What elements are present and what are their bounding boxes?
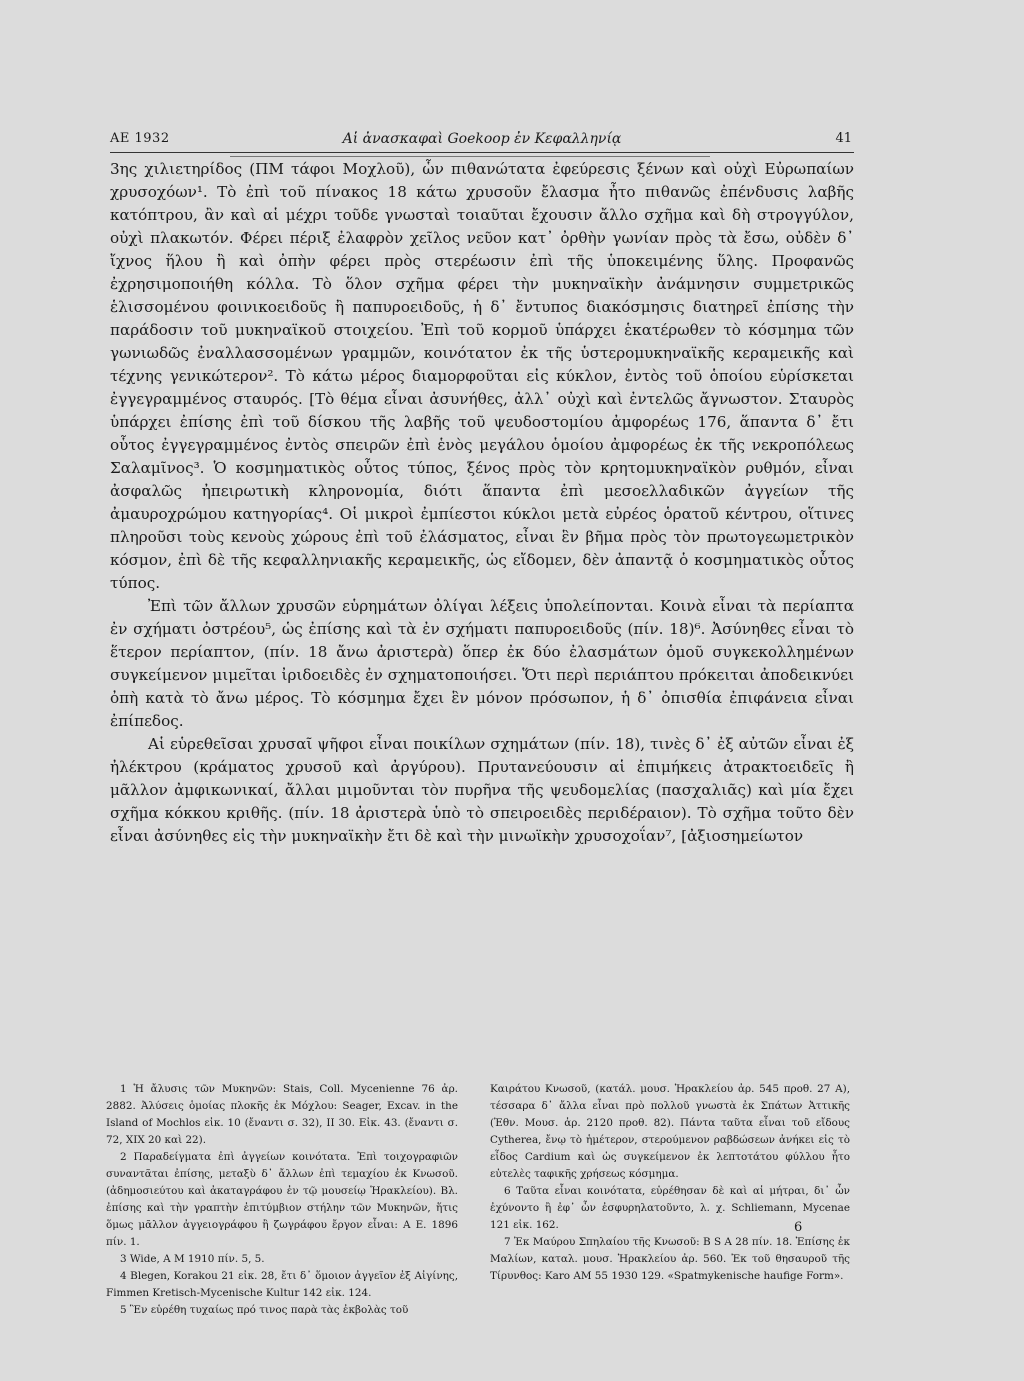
paragraph-2: Ἐπὶ τῶν ἄλλων χρυσῶν εὑρημάτων ὀλίγαι λέξεις ὑπολείπονται. Κοινὰ εἶναι τὰ περίαπτα ἐν σχήματι ὀστρέου⁵, ὡς ἐπίσης καὶ τὰ ἐν σχήματι παπυροειδοῦς (πίν. 18)⁶. Ἀσύνηθες εἶναι τὸ ἕτερον περίαπτον, (πίν. 18 ἄνω ἀριστερὰ) ὅπερ ἐκ δύο ἐλασμάτων ὁμοῦ συγκεκολλημένων συγκείμενον μιμεῖται ἰριδοειδὲς ἐν σχηματοποιήσει. Ὅτι περὶ περιάπτου πρόκειται ἀποδεικνύει ὀπὴ κατὰ τὸ ἄνω μέρος. Τὸ κόσμημα ἔχει ἓν μόνον πρόσωπον, ἡ δ᾽ ὀπισθία ἐπιφάνεια εἶναι ἐπίπεδος.	[110, 597, 854, 730]
paragraph-3: Αἱ εὑρεθεῖσαι χρυσαῖ ψῆφοι εἶναι ποικίλων σχημάτων (πίν. 18), τινὲς δ᾽ ἐξ αὐτῶν εἶναι ἐξ ἠλέκτρου (κράματος χρυσοῦ καὶ ἀργύρου). Πρυτανεύουσιν αἱ ἐπιμήκεις ἀτρακτοειδεῖς ἢ μᾶλλον ἀμφικωνικαί, ἄλλαι μιμοῦνται τὸν πυρῆνα τῆς ψευδομελίας (πασχαλιᾶς) καὶ μία ἔχει σχῆμα κόκκου κριθῆς. (πίν. 18 ἀριστερὰ ὑπὸ τὸ σπειροειδὲς περιδέραιον). Τὸ σχῆμα τοῦτο δὲν εἶναι ἀσύνηθες εἰς τὴν μυκηναϊκὴν ἔτι δὲ καὶ τὴν μινωϊκὴν χρυσοχοΐαν⁷, [ἀξιοσημείωτον	[110, 735, 854, 845]
footnote-6: 6 Ταῦτα εἶναι κοινότατα, εὑρέθησαν δὲ καὶ αἱ μήτραι, δι᾽ ὧν ἐχύνοντο ἢ ἐφ᾽ ὧν ἐσφυρηλατοῦντο, λ. χ. Schliemann, Mycenae 121 εἰκ. 162.	[490, 1185, 850, 1231]
footnote-5-continued: Καιράτου Κνωσοῦ, (κατάλ. μουσ. Ἡρακλείου ἀρ. 545 προθ. 27 Α), τέσσαρα δ᾽ ἄλλα εἶναι πρὸ πολλοῦ γνωστὰ ἐκ Σπάτων Ἀττικῆς (Ἐθν. Μουσ. ἀρ. 2120 προθ. 82). Πάντα ταῦτα εἶναι τοῦ εἴδους Cytherea, ἔνῳ τὸ ἡμέτερον, στερούμενον ραβδώσεων ἀνήκει εἰς τὸ εἶδος Cardium καὶ ὡς συγκείμενον ἐκ λεπτοτάτου φύλλου ἦτο εὐτελὲς ταφικῆς χρήσεως κόσμημα.	[490, 1083, 850, 1180]
footnotes-right-column	[490, 1081, 850, 1285]
footnote-4: 4 Blegen, Korakou 21 εἰκ. 28, ἔτι δ᾽ ὅμοιον ἀγγεῖον ἐξ Αἰγίνης, Fimmen Kretisch-Mycenische Kultur 142 εἰκ. 124.	[106, 1270, 458, 1299]
running-header	[110, 131, 854, 151]
footnote-3: 3 Wide, A M 1910 πίν. 5, 5.	[120, 1253, 265, 1265]
main-text	[110, 158, 854, 848]
printer-signature: 6	[794, 1220, 803, 1235]
footnote-1: 1 Ἡ ἄλυσις τῶν Μυκηνῶν: Stais, Coll. Mycenienne 76 ἀρ. 2882. Ἀλύσεις ὁμοίας πλοκῆς ἐκ Μόχλου: Seager, Excav. in the Island of Mochlos εἰκ. 10 (ἔναντι σ. 32), II 30. Εἰκ. 43. (ἔναντι σ. 72, XIX 20 καὶ 22).	[106, 1083, 458, 1146]
footnote-7: 7 Ἐκ Μαύρου Σπηλαίου τῆς Κνωσοῦ: B S A 28 πίν. 18. Ἐπίσης ἐκ Μαλίων, καταλ. μουσ. Ἡρακλείου ἀρ. 560. Ἐκ τοῦ θησαυροῦ τῆς Τίρυνθος: Karo AM 55 1930 129. «Spatmykenische haufige Form».	[490, 1236, 850, 1282]
journal-ref: ΑΕ 1932	[110, 131, 170, 146]
footnote-2: 2 Παραδείγματα ἐπὶ ἀγγείων κοινότατα. Ἐπὶ τοιχογραφιῶν συναντᾶται ἐπίσης, μεταξὺ δ᾽ ἄλλων ἐπὶ τεμαχίου ἐκ Κνωσοῦ. (ἀδημοσιεύτου καὶ ἀκαταγράφου ἐν τῷ μουσείῳ Ἡρακλείου). Βλ. ἐπίσης καὶ τὴν γραπτὴν ἐπιτύμβιον στήλην τῶν Μυκηνῶν, ἥτις ὅμως μᾶλλον ἀγγειογράφου ἢ ζωγράφου ἔργον εἶναι: Α Ε. 1896 πίν. 1.	[106, 1151, 458, 1248]
running-title: Αἱ ἀνασκαφαὶ Goekoop ἐν Κεφαλληνίᾳ	[342, 131, 622, 147]
footnotes-left-column	[106, 1081, 458, 1319]
header-rule-secondary	[230, 156, 710, 157]
paragraph-1: 3ης χιλιετηρίδος (ΠΜ τάφοι Μοχλοῦ), ὧν πιθανώτατα ἐφεύρεσις ξένων καὶ οὐχὶ Εὐρωπαίων χρυσοχόων¹. Τὸ ἐπὶ τοῦ πίνακος 18 κάτω χρυσοῦν ἔλασμα ἦτο πιθανῶς ἐπένδυσις λαβῆς κατόπτρου, ἂν καὶ αἱ μέχρι τοῦδε γνωσταὶ τοιαῦται ἔχουσιν ἄλλο σχῆμα καὶ δὴ στρογγύλον, οὐχὶ πλακωτόν. Φέρει πέριξ ἐλαφρὸν χεῖλος νεῦον κατ᾽ ὀρθὴν γωνίαν πρὸς τὰ ἔσω, οὐδὲν δ᾽ ἴχνος ἥλου ἢ καὶ ὀπὴν φέρει πρὸς στερέωσιν ἐπὶ τῆς ὑποκειμένης ὕλης. Προφανῶς ἐχρησιμοποιήθη κόλλα. Τὸ ὅλον σχῆμα φέρει τὴν μυκηναϊκὴν ἀνάμνησιν συμμετρικῶς ἑλισσομένου φοινικοειδοῦς ἢ παπυροειδοῦς, ἡ δ᾽ ἔντυπος διακόσμησις διατηρεῖ ἐπίσης τὴν παράδοσιν τοῦ μυκηναϊκοῦ στοιχείου. Ἐπὶ τοῦ κορμοῦ ὑπάρχει ἑκατέρωθεν τὸ κόσμημα τῶν γωνιωδῶς ἐναλλασσομένων γραμμῶν, κοινότατον ἐκ τῆς ὑστερομυκηναϊκῆς κεραμεικῆς καὶ τέχνης γενικώτερον². Τὸ κάτω μέρος διαμορφοῦται εἰς κύκλον, ἐντὸς τοῦ ὁποίου εὑρίσκεται ἐγγεγραμμένος σταυρός. [Τὸ θέμα εἶναι ἀσυνήθες, ἀλλ᾽ οὐχὶ καὶ ἐντελῶς ἄγνωστον. Σταυρὸς ὑπάρχει ἐπίσης ἐπὶ τοῦ δίσκου τῆς λαβῆς τοῦ ψευδοστομίου ἀμφορέως 176, ἅπαντα δ᾽ ἔτι οὗτος ἐγγεγραμμένος ἐντὸς σπειρῶν ἐπὶ ἑνὸς μεγάλου ὁμοίου ἀμφορέως ἐκ τῆς νεκροπόλεως Σαλαμῖνος³. Ὁ κοσμηματικὸς οὗτος τύπος, ξένος πρὸς τὸν κρητομυκηναϊκὸν ρυθμόν, εἶναι ἀσφαλῶς ἠπειρωτικὴ κληρονομία, διότι ἅπαντα ἐπὶ μεσοελλαδικῶν ἀγγείων τῆς ἀμαυροχρώμου κατηγορίας⁴. Οἱ μικροὶ ἐμπίεστοι κύκλοι μετὰ εὐρέος ὁρατοῦ κέντρου, οἵτινες πληροῦσι τοὺς κενοὺς χώρους ἐπὶ τοῦ ἐλάσματος, εἶναι ἓν βῆμα πρὸς τὸν πρωτογεωμετρικὸν κόσμον, ἐπὶ δὲ τῆς κεφαλληνιακῆς κεραμεικῆς, ὡς εἴδομεν, δὲν ἀπαντᾷ ὁ κοσμηματικὸς οὗτος τύπος.	[110, 160, 854, 592]
footnote-5: 5 Ἓν εὑρέθη τυχαίως πρό τινος παρὰ τὰς ἐκβολὰς τοῦ	[120, 1304, 409, 1316]
page-number: 41	[835, 131, 852, 146]
header-rule	[110, 152, 854, 153]
footnotes	[106, 1081, 866, 1316]
